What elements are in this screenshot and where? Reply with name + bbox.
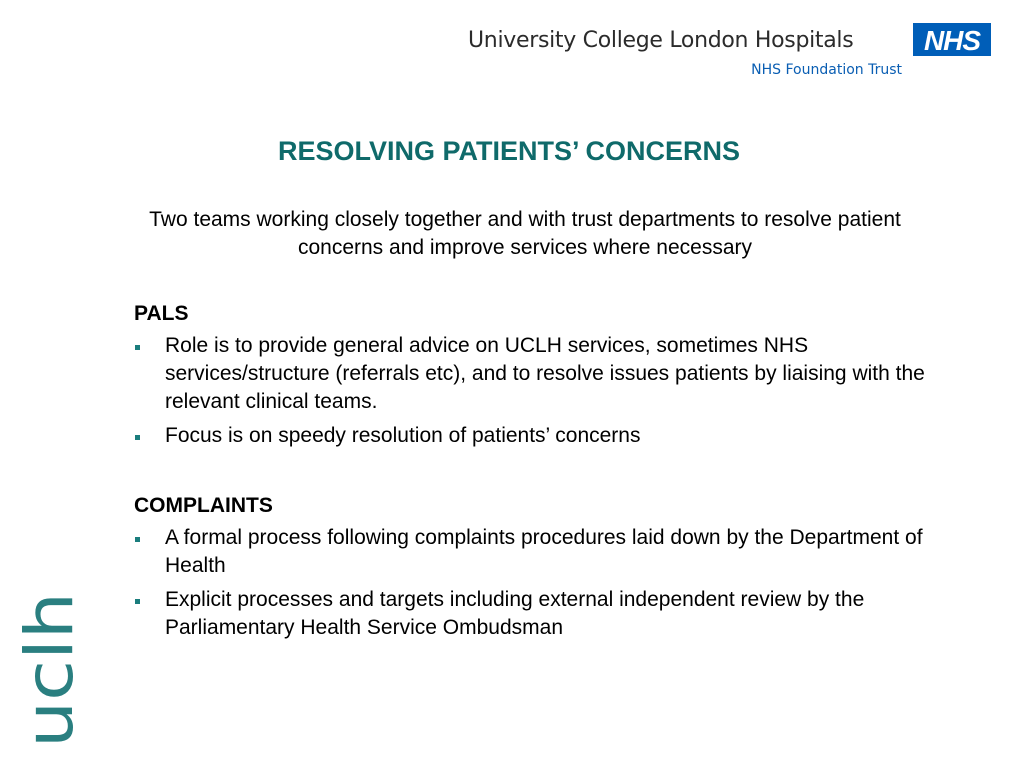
bullet-text: Explicit processes and targets including external independent review by the Parliamentary Health Service Ombudsman (165, 588, 865, 639)
list-item (134, 586, 964, 642)
square-bullet-icon (135, 345, 140, 350)
square-bullet-icon (135, 435, 140, 440)
square-bullet-icon (135, 537, 140, 542)
bullet-list-complaints (134, 524, 964, 642)
square-bullet-icon (135, 599, 140, 604)
intro-text: Two teams working closely together and with trust departments to resolve patient concerns and improve services where necessary (149, 208, 901, 259)
bullet-list-pals (134, 332, 964, 450)
list-item (134, 524, 964, 580)
list-item (134, 332, 964, 416)
uclh-logo-text: uclh (11, 609, 88, 748)
list-item (134, 422, 964, 450)
section-heading-complaints: COMPLAINTS (134, 494, 273, 517)
bullet-text: A formal process following complaints procedures laid down by the Department of Health (165, 526, 923, 577)
organization-name: University College London Hospitals (468, 28, 854, 53)
slide-title: RESOLVING PATIENTS’ CONCERNS (278, 136, 741, 166)
nhs-logo: NHS (913, 23, 991, 56)
section-complaints (134, 492, 964, 642)
bullet-text: Role is to provide general advice on UCLH services, sometimes NHS services/structure (referrals etc), and to resolve issues patients by liaising with the relevant clinical teams. (165, 334, 925, 413)
uclh-logo (10, 590, 88, 750)
trust-name: NHS Foundation Trust (751, 62, 902, 78)
slide-content (134, 300, 964, 648)
bullet-text: Focus is on speedy resolution of patients’ concerns (165, 424, 641, 447)
section-pals (134, 300, 964, 450)
section-heading-pals: PALS (134, 302, 189, 325)
